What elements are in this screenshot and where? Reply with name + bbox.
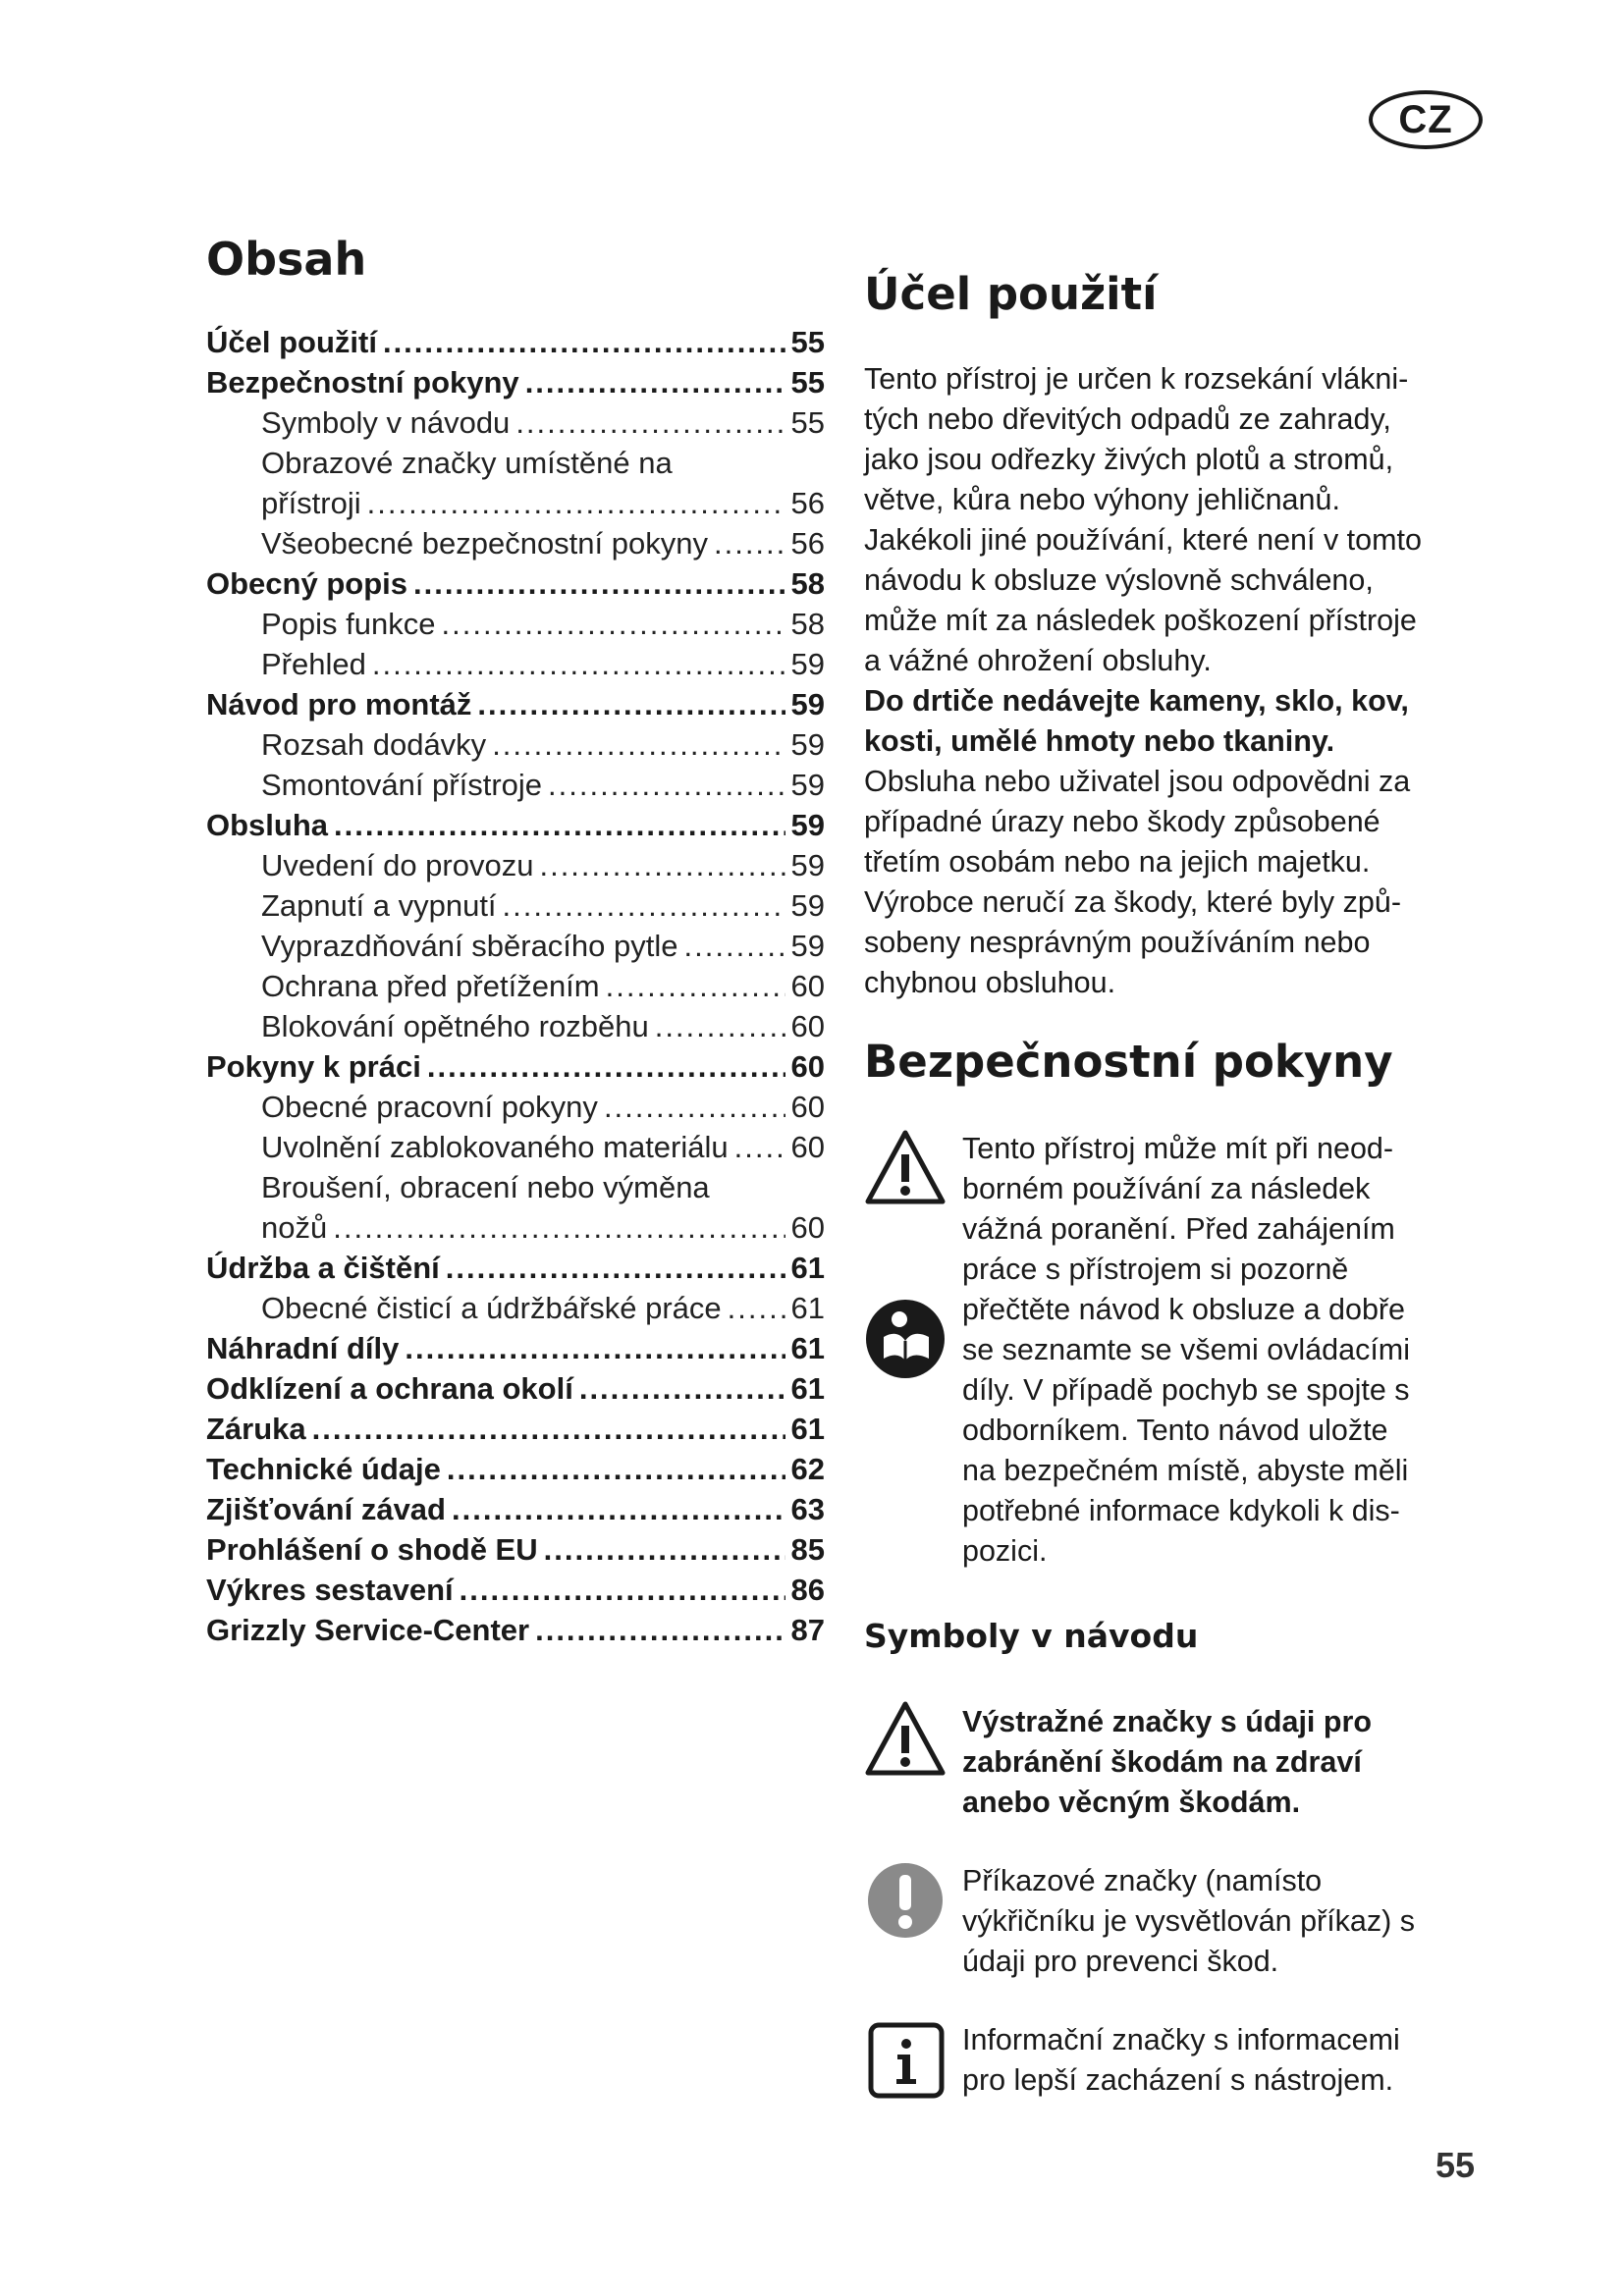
toc-leader-dots (539, 845, 785, 885)
toc-leader-dots (405, 1328, 785, 1368)
toc-entry-page: 59 (790, 647, 825, 681)
toc-entry (206, 644, 825, 684)
toc-leader-dots (525, 362, 785, 402)
symbols-heading: Symboly v návodu (864, 1617, 1199, 1655)
toc-leader-dots (477, 684, 785, 724)
toc-entry-page: 55 (790, 365, 825, 400)
purpose-line: Tento přístroj je určen k rozsekání vlákni- (864, 362, 1409, 396)
purpose-line: Jakékoli jiné používání, které není v tomto (864, 523, 1422, 557)
toc-leader-dots (312, 1409, 785, 1449)
toc-leader-dots (413, 563, 785, 604)
toc-entry-page: 60 (790, 1009, 825, 1043)
toc-entry (206, 1449, 825, 1489)
toc-entry-label: Zapnutí a vypnutí (261, 888, 497, 923)
command-symbol-line: Příkazové značky (namísto (962, 1864, 1323, 1897)
toc-entry (206, 885, 825, 926)
toc-leader-dots (728, 1288, 785, 1328)
warning-triangle-icon (864, 1129, 947, 1205)
toc-entry (206, 1006, 825, 1046)
warning-symbol-line: Výstražné značky s údaji pro (962, 1705, 1372, 1738)
info-symbol-line: pro lepší zacházení s nástrojem. (962, 2063, 1394, 2097)
purpose-line: Výrobce neručí za škody, které byly způ- (864, 885, 1401, 919)
toc-entry (206, 845, 825, 885)
toc-entry (206, 1529, 825, 1570)
toc-entry-page: 55 (790, 325, 825, 359)
toc-entry (206, 1087, 825, 1127)
toc-entry-page: 61 (790, 1331, 825, 1365)
toc-entry-page: 59 (790, 727, 825, 762)
toc-leader-dots (446, 1248, 785, 1288)
toc-entry (206, 1207, 825, 1248)
toc-leader-dots (442, 604, 785, 644)
safety-line: borném používání za následek (962, 1172, 1371, 1205)
page-number: 55 (1435, 2145, 1476, 2185)
purpose-line: třetím osobám nebo na jejich majetku. (864, 845, 1371, 879)
toc-entry-page: 63 (790, 1492, 825, 1526)
toc-entry-label: Technické údaje (206, 1452, 441, 1486)
toc-entry (206, 483, 825, 523)
toc-entry-page: 87 (790, 1613, 825, 1647)
toc-entry-page: 55 (790, 405, 825, 440)
toc-leader-dots (655, 1006, 785, 1046)
toc-entry-label: Blokování opětného rozběhu (261, 1009, 649, 1043)
language-badge: CZ (1369, 90, 1483, 149)
toc-entry-label: Údržba a čištění (206, 1251, 440, 1285)
toc-entry-label: Broušení, obracení nebo výměna (261, 1170, 710, 1204)
command-symbol-line: výkřičníku je vysvětlován příkaz) s (962, 1904, 1416, 1938)
toc-entry-page: 60 (790, 1049, 825, 1084)
purpose-text (864, 359, 1492, 1003)
toc-entry (206, 362, 825, 402)
toc-entry-label: Popis funkce (261, 607, 436, 641)
toc-entry-label: Obrazové značky umístěné na (261, 446, 673, 480)
toc-entry-page: 59 (790, 768, 825, 802)
warning-symbol-line: anebo věcným škodám. (962, 1786, 1301, 1819)
purpose-line: jako jsou odřezky živých plotů a stromů, (864, 443, 1394, 476)
purpose-line: Obsluha nebo uživatel jsou odpovědni za (864, 765, 1411, 798)
safety-line: potřebné informace kdykoli k dis- (962, 1494, 1400, 1527)
toc-entry-label: přístroji (261, 486, 361, 520)
toc-entry-label: Výkres sestavení (206, 1573, 454, 1607)
warning-triangle-icon (864, 1700, 947, 1777)
toc-entry-label: Prohlášení o shodě EU (206, 1532, 538, 1567)
info-icon (868, 2022, 945, 2099)
warning-symbol-line: zabránění škodám na zdraví (962, 1745, 1362, 1779)
toc-entry-label: Obsluha (206, 808, 329, 842)
safety-line: na bezpečném místě, abyste měli (962, 1454, 1409, 1487)
toc-entry-page: 60 (790, 1090, 825, 1124)
toc-entry-label: Všeobecné bezpečnostní pokyny (261, 526, 708, 561)
toc-entry (206, 322, 825, 362)
toc-entry-label: Náhradní díly (206, 1331, 400, 1365)
toc-leader-dots (604, 1087, 785, 1127)
toc-entry-page: 59 (790, 929, 825, 963)
toc-entry-label: Uvedení do provozu (261, 848, 534, 882)
safety-text (962, 1129, 1492, 1572)
purpose-warning-line: kosti, umělé hmoty nebo tkaniny. (864, 724, 1335, 758)
toc-leader-dots (367, 483, 785, 523)
toc-entry (206, 724, 825, 765)
toc-entry (206, 765, 825, 805)
toc-entry-page: 58 (790, 566, 825, 601)
purpose-line: větve, kůra nebo výhony jehličnanů. (864, 483, 1340, 516)
toc-leader-dots (734, 1127, 785, 1167)
toc-leader-dots (606, 966, 785, 1006)
safety-line: díly. V případě pochyb se spojte s (962, 1373, 1410, 1407)
purpose-line: sobeny nesprávným používáním nebo (864, 926, 1371, 959)
toc-entry-page: 59 (790, 808, 825, 842)
toc-entry-label: Grizzly Service-Center (206, 1613, 530, 1647)
purpose-line: chybnou obsluhou. (864, 966, 1116, 999)
read-manual-icon (864, 1298, 947, 1380)
purpose-line: návodu k obsluze výslovně schváleno, (864, 563, 1374, 597)
toc-entry-page: 59 (790, 687, 825, 721)
safety-line: vážná poranění. Před zahájením (962, 1212, 1395, 1246)
toc-entry (206, 443, 825, 483)
toc-entry (206, 966, 825, 1006)
toc-entry-label: Bezpečnostní pokyny (206, 365, 519, 400)
toc-leader-dots (383, 322, 785, 362)
purpose-line: případné úrazy nebo škody způsobené (864, 805, 1380, 838)
toc-entry-label: Uvolnění zablokovaného materiálu (261, 1130, 729, 1164)
toc-entry (206, 1288, 825, 1328)
toc-entry (206, 1167, 825, 1207)
toc-leader-dots (492, 724, 785, 765)
toc-entry-label: nožů (261, 1210, 328, 1245)
safety-line: odborníkem. Tento návod uložte (962, 1414, 1388, 1447)
toc-entry-label: Zjišťování závad (206, 1492, 446, 1526)
toc-leader-dots (452, 1489, 785, 1529)
toc-entry-page: 60 (790, 1210, 825, 1245)
toc-entry (206, 805, 825, 845)
toc-entry (206, 1127, 825, 1167)
toc-entry (206, 1610, 825, 1650)
toc-entry-label: Záruka (206, 1412, 306, 1446)
purpose-line: a vážné ohrožení obsluhy. (864, 644, 1212, 677)
command-symbol-text (962, 1861, 1492, 1982)
toc-entry (206, 523, 825, 563)
toc-entry-page: 59 (790, 888, 825, 923)
toc-entry-page: 61 (790, 1291, 825, 1325)
safety-line: práce s přístrojem si pozorně (962, 1253, 1349, 1286)
toc-entry-label: Vyprazdňování sběracího pytle (261, 929, 678, 963)
toc-entry-page: 60 (790, 969, 825, 1003)
toc-entry-label: Rozsah dodávky (261, 727, 487, 762)
toc-leader-dots (579, 1368, 785, 1409)
toc-entry-page: 56 (790, 486, 825, 520)
toc-entry (206, 1570, 825, 1610)
toc-entry (206, 1489, 825, 1529)
warning-symbol-text (962, 1702, 1492, 1823)
purpose-line: může mít za následek poškození přístroje (864, 604, 1417, 637)
toc-entry-page: 60 (790, 1130, 825, 1164)
toc-entry-page: 61 (790, 1371, 825, 1406)
toc-entry-page: 61 (790, 1251, 825, 1285)
toc-entry-page: 62 (790, 1452, 825, 1486)
toc-entry (206, 1328, 825, 1368)
toc-leader-dots (503, 885, 785, 926)
table-of-contents (206, 322, 825, 1650)
toc-entry-label: Pokyny k práci (206, 1049, 421, 1084)
toc-leader-dots (548, 765, 785, 805)
toc-entry (206, 1248, 825, 1288)
toc-leader-dots (372, 644, 785, 684)
toc-entry (206, 1409, 825, 1449)
toc-entry (206, 604, 825, 644)
toc-entry-page: 56 (790, 526, 825, 561)
toc-entry-label: Přehled (261, 647, 366, 681)
toc-entry-label: Symboly v návodu (261, 405, 511, 440)
toc-entry-label: Odklízení a ochrana okolí (206, 1371, 573, 1406)
toc-title: Obsah (206, 233, 367, 286)
toc-entry-label: Smontování přístroje (261, 768, 543, 802)
toc-entry-label: Obecné pracovní pokyny (261, 1090, 598, 1124)
toc-entry-label: Obecné čisticí a údržbářské práce (261, 1291, 722, 1325)
toc-entry (206, 563, 825, 604)
safety-line: přečtěte návod k obsluze a dobře (962, 1293, 1406, 1326)
command-symbol-line: údaji pro prevenci škod. (962, 1945, 1279, 1978)
toc-leader-dots (684, 926, 785, 966)
safety-line: pozici. (962, 1534, 1048, 1568)
toc-entry-page: 61 (790, 1412, 825, 1446)
toc-entry-label: Návod pro montáž (206, 687, 472, 721)
toc-leader-dots (460, 1570, 785, 1610)
toc-leader-dots (714, 523, 785, 563)
toc-entry-label: Obecný popis (206, 566, 407, 601)
safety-line: se seznamte se všemi ovládacími (962, 1333, 1410, 1366)
toc-entry (206, 1046, 825, 1087)
toc-leader-dots (334, 805, 785, 845)
toc-entry (206, 926, 825, 966)
toc-entry (206, 402, 825, 443)
info-symbol-text (962, 2020, 1492, 2101)
toc-entry-page: 59 (790, 848, 825, 882)
purpose-warning-line: Do drtiče nedávejte kameny, sklo, kov, (864, 684, 1409, 718)
toc-leader-dots (535, 1610, 785, 1650)
toc-leader-dots (447, 1449, 785, 1489)
toc-entry-label: Ochrana před přetížením (261, 969, 600, 1003)
toc-leader-dots (427, 1046, 785, 1087)
toc-entry (206, 1368, 825, 1409)
toc-entry (206, 684, 825, 724)
info-symbol-line: Informační značky s informacemi (962, 2023, 1400, 2056)
toc-leader-dots (515, 402, 785, 443)
safety-line: Tento přístroj může mít při neod- (962, 1132, 1394, 1165)
purpose-line: tých nebo dřevitých odpadů ze zahrady, (864, 402, 1391, 436)
toc-entry-page: 85 (790, 1532, 825, 1567)
toc-leader-dots (333, 1207, 785, 1248)
toc-entry-label: Účel použití (206, 325, 377, 359)
toc-leader-dots (544, 1529, 785, 1570)
toc-entry-page: 86 (790, 1573, 825, 1607)
purpose-heading: Účel použití (864, 268, 1158, 320)
safety-heading: Bezpečnostní pokyny (864, 1036, 1393, 1088)
toc-entry-page: 58 (790, 607, 825, 641)
command-exclamation-icon (866, 1861, 945, 1940)
